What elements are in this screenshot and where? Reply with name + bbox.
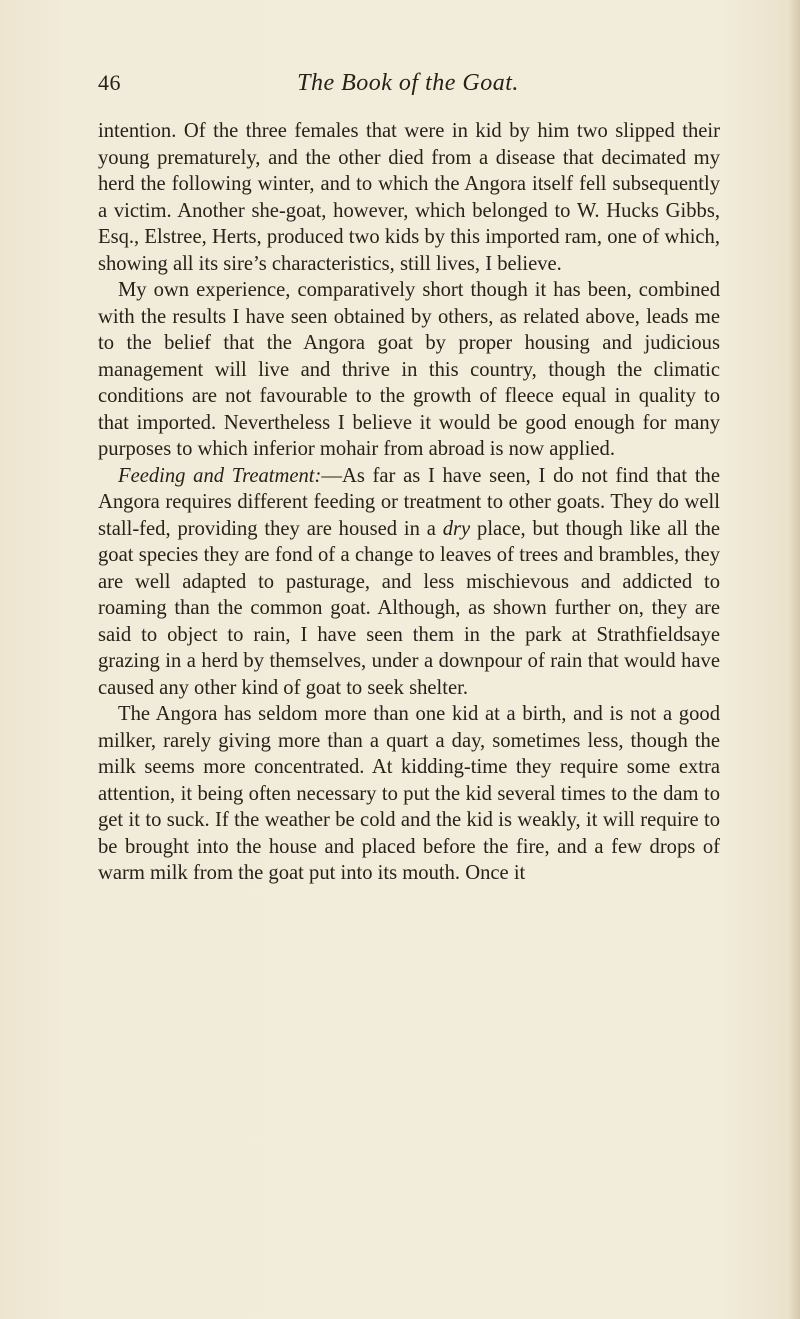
paragraph-continuation: intention. Of the three females that were in kid by him two slipped their young prematurely, and the other died from a disease that decimated my herd the following winter, and to which the Angora itself fell subsequently a victim. Another she-goat, however, which belonged to W. Hucks Gibbs, Esq., Elstree, Herts, produced two kids by this imported ram, one of which, showing all its sire’s characteristics, still lives, I believe. — [98, 120, 720, 275]
emphasis-text: dry — [442, 517, 471, 540]
section-run-in-heading: Feeding and Treatment: — [118, 464, 322, 487]
page-edge-shadow — [788, 0, 800, 1319]
paragraph-kidding: The Angora has seldom more than one kid at a birth, and is not a good milker, rarely giving more than a quart a day, sometimes less, though the milk seems more concentrated. At kidding-time they require some extra attention, it being often necessary to put the kid several times to the dam to get it to suck. If the weather be cold and the kid is weakly, it will require to be brought into the house and placed before the fire, and a few drops of warm milk from the goat put into its mouth. Once it — [98, 703, 720, 884]
page-number: 46 — [98, 70, 121, 95]
paragraph-text-part: place, but though like all the goat species they are fond of a change to leaves of trees and brambles, they are well adapted to pasturage, and less mischievous and addicted to roaming than the common goat. Although, as shown further on, they are said to object to rain, I have seen them in the park at Strathfieldsaye grazing in a herd by themselves, under a downpour of rain that would have caused any other kind of goat to seek shelter. — [98, 517, 721, 699]
paragraph-feeding-treatment — [98, 463, 720, 702]
paragraph-text-part: —As far as I have seen, I do not find that the Angora requires different feeding or treatment to other goats. They do well stall-fed, providing they are housed in a — [98, 464, 720, 540]
body-text — [98, 118, 720, 887]
page-header — [98, 70, 718, 110]
paragraph-experience: My own experience, comparatively short though it has been, combined with the results I have seen obtained by others, as related above, leads me to the belief that the Angora goat by proper housing and judicious management will live and thrive in this country, though the climatic conditions are not favourable to the growth of fleece equal in quality to that imported. Nevertheless I believe it would be good enough for many purposes to which inferior mohair from abroad is now applied. — [98, 279, 720, 460]
running-title: The Book of the Goat. — [297, 70, 519, 96]
